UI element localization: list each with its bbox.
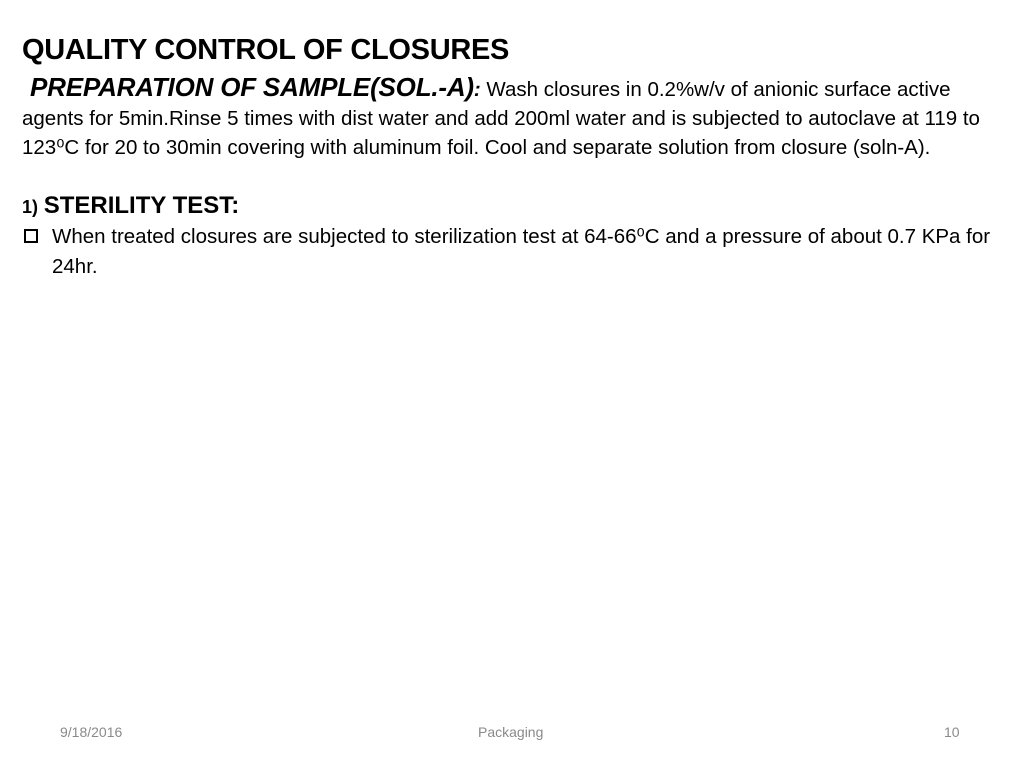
footer-date: 9/18/2016: [60, 724, 123, 740]
sample-preparation-heading: PREPARATION OF SAMPLE(SOL.-A): [30, 72, 474, 102]
bullet-text: When treated closures are subjected to sterilization test at 64-66⁰C and a pressure of about 0.7 KPa for 24hr.: [52, 225, 991, 278]
footer-title: Packaging: [478, 724, 544, 740]
sterility-test-heading: [22, 191, 1012, 222]
sample-preparation-text: Wash closures in 0.2%w/v of anionic surface active agents for 5min.Rinse 5 times with dist water and add 200ml water and is subjected to autoclave at 119 to 123⁰C for 20 to 30min covering with aluminum foil. Cool and separate solution from closure (soln-A).: [22, 78, 980, 159]
checkbox-bullet-icon: [24, 229, 38, 243]
slide-body: [22, 30, 1012, 282]
slide-title: QUALITY CONTROL OF CLOSURES: [22, 34, 510, 66]
sample-preparation-paragraph: [22, 73, 1012, 162]
heading-colon: :: [473, 78, 481, 101]
section-title: STERILITY TEST:: [43, 192, 240, 219]
list-item: [22, 222, 1012, 282]
slide-number: 10: [944, 724, 960, 740]
section-number: 1): [22, 197, 39, 217]
